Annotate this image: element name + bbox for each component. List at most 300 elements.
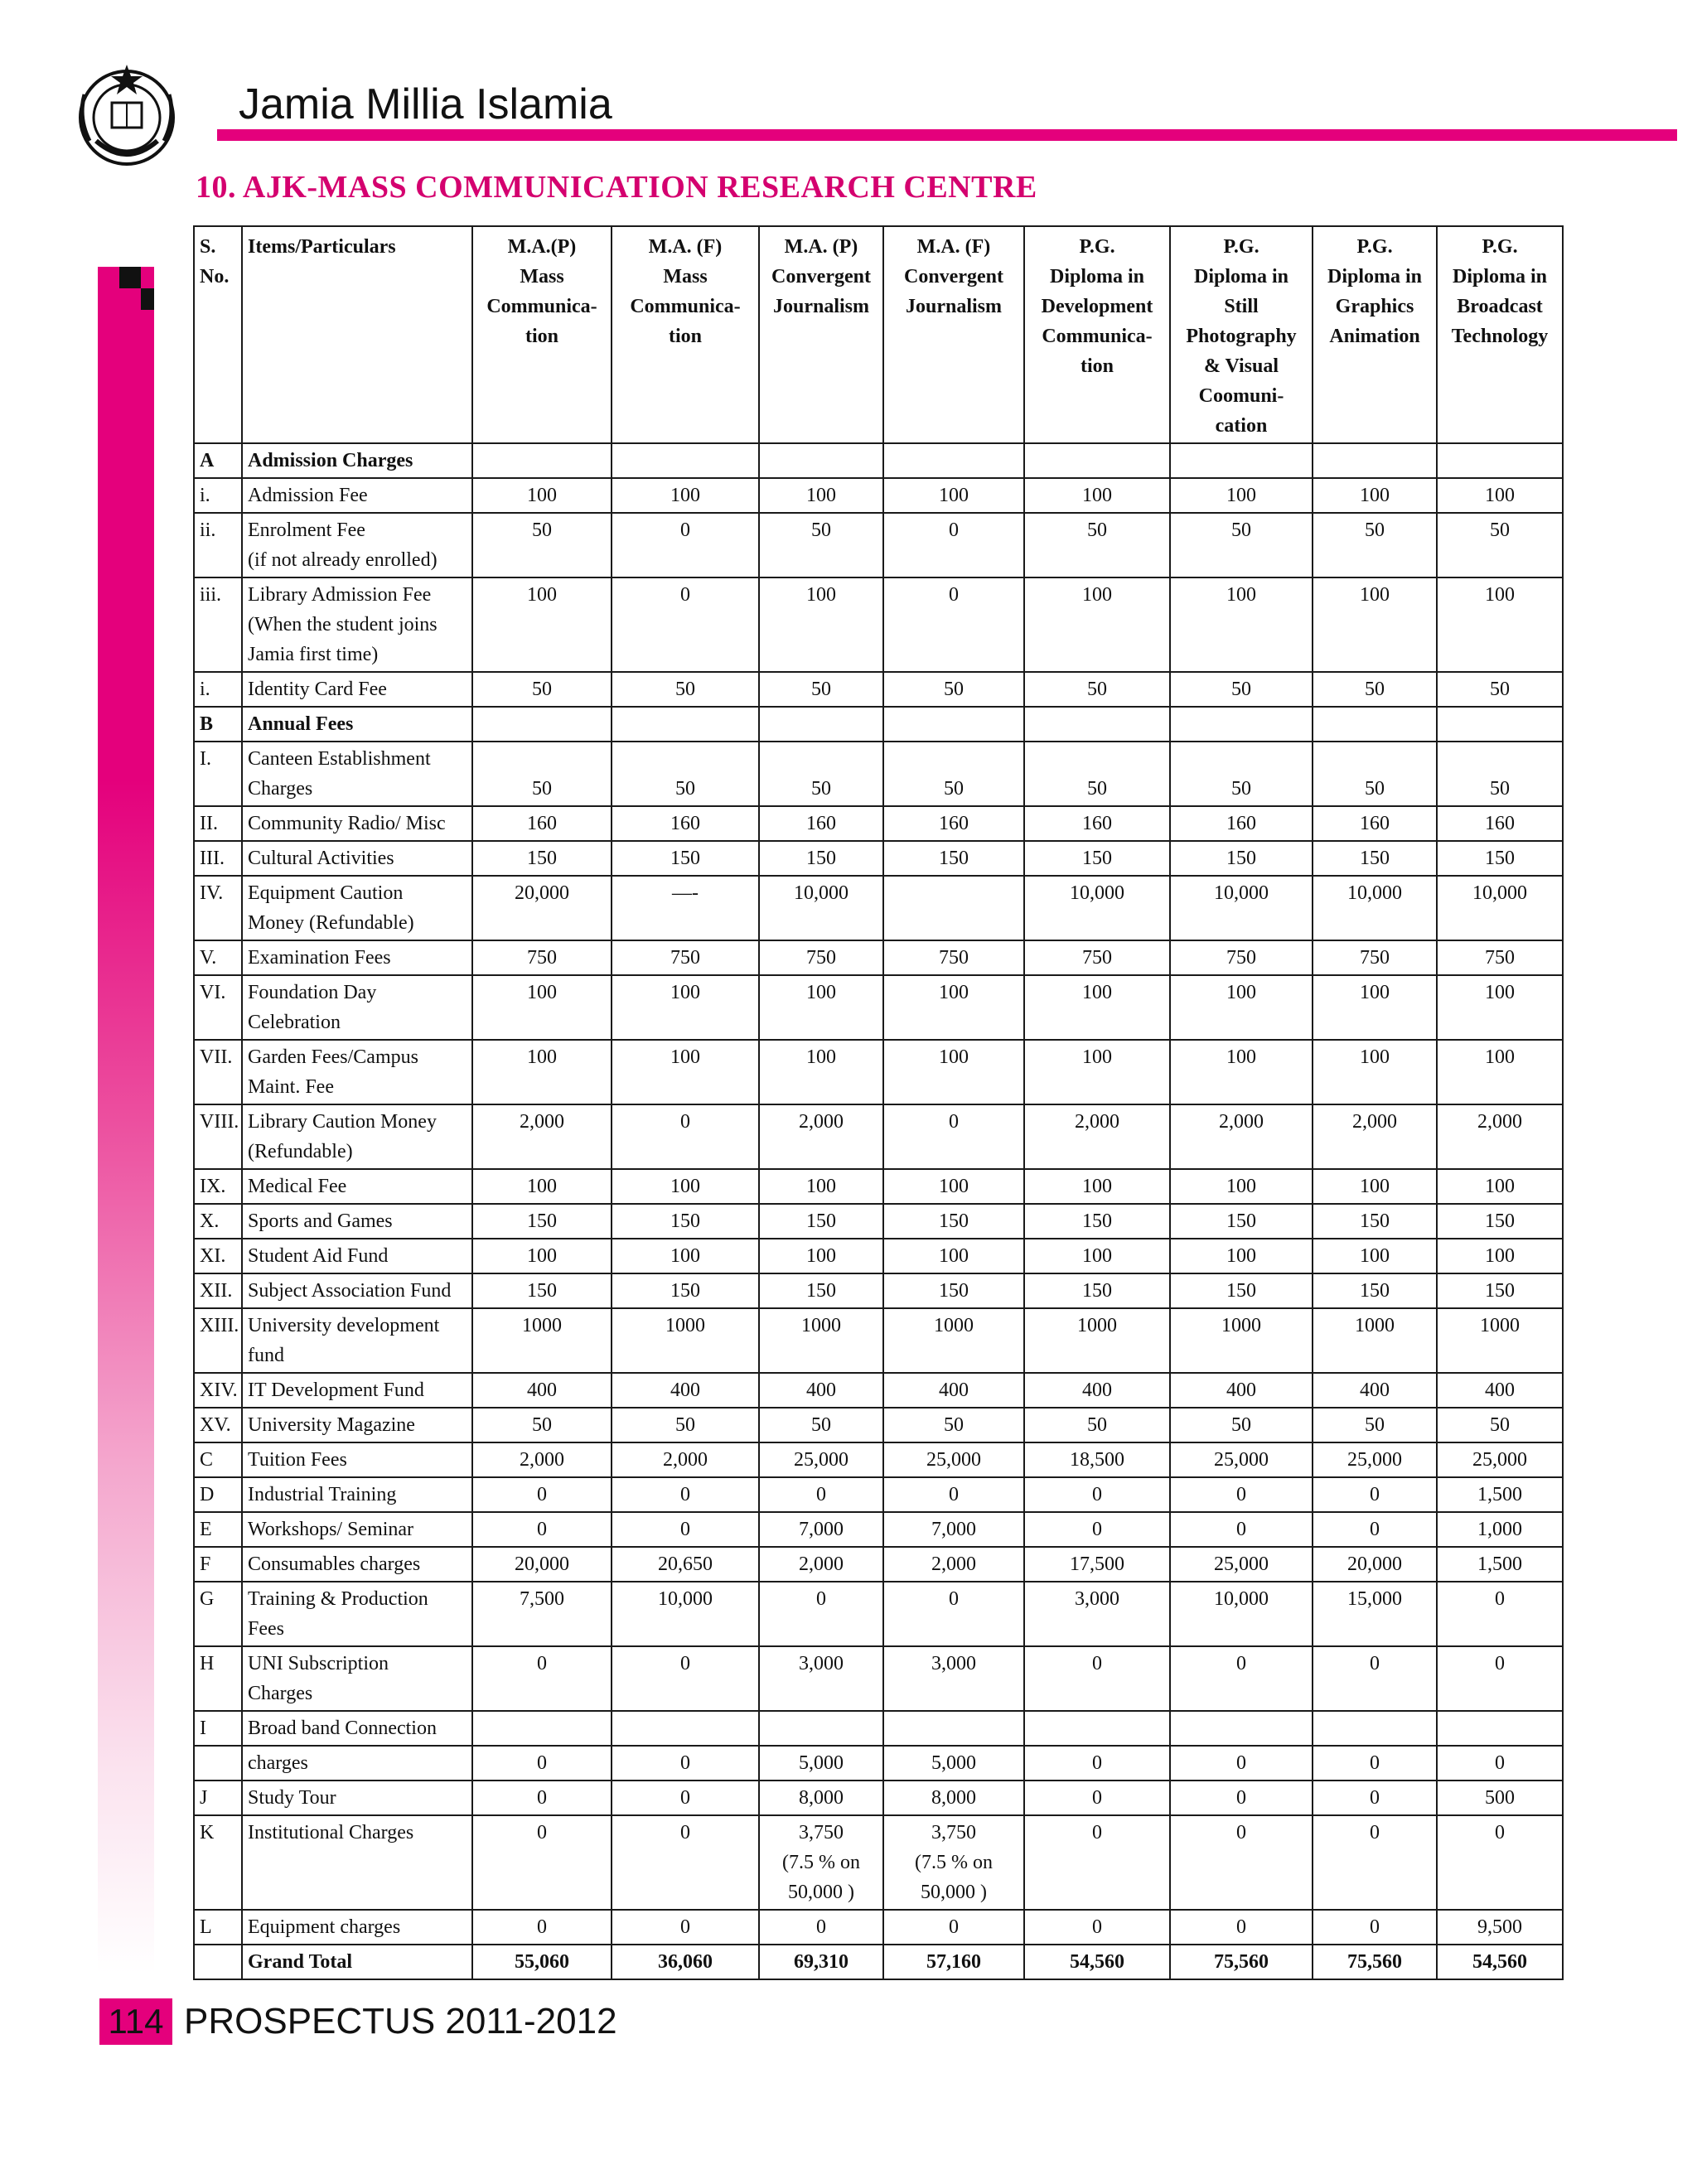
fee-value: 400 [1437, 1373, 1563, 1408]
fee-value: 2,000 [1313, 1104, 1437, 1169]
table-cell [612, 707, 759, 742]
fee-value: 100 [1437, 1169, 1563, 1204]
fee-value: 100 [759, 1239, 883, 1273]
section-label: Admission Charges [242, 443, 472, 478]
fee-value: 1000 [1170, 1308, 1313, 1373]
fee-value: 100 [1170, 577, 1313, 672]
fee-value: 0 [1170, 1512, 1313, 1547]
fee-value: 750 [612, 940, 759, 975]
fee-value: 100 [1024, 1169, 1170, 1204]
fee-value: 0 [759, 1477, 883, 1512]
fee-value: 0 [612, 1477, 759, 1512]
fee-value: 50 [883, 672, 1024, 707]
fee-value: 0 [612, 1815, 759, 1910]
fee-value: 0 [1024, 1746, 1170, 1781]
row-item: Broad band Connection [242, 1711, 472, 1746]
fee-value: 100 [883, 975, 1024, 1040]
section-label: Annual Fees [242, 707, 472, 742]
fee-value: 50 [1024, 672, 1170, 707]
fee-value: 0 [472, 1477, 612, 1512]
fee-value: 0 [883, 513, 1024, 577]
row-item: Library Caution Money (Refundable) [242, 1104, 472, 1169]
fee-value: 10,000 [612, 1582, 759, 1646]
row-item: Institutional Charges [242, 1815, 472, 1910]
fee-value: 150 [612, 1273, 759, 1308]
row-item: Community Radio/ Misc [242, 806, 472, 841]
fee-value: 100 [612, 1239, 759, 1273]
fee-value: 160 [883, 806, 1024, 841]
fee-value: 100 [1024, 975, 1170, 1040]
fee-value: 0 [472, 1646, 612, 1711]
fee-value [759, 1711, 883, 1746]
fee-value: 10,000 [1024, 876, 1170, 940]
fee-value: 0 [1437, 1746, 1563, 1781]
table-cell [1024, 707, 1170, 742]
fee-value: 50 [1170, 742, 1313, 806]
row-number: i. [194, 672, 242, 707]
fee-value: 7,500 [472, 1582, 612, 1646]
row-number: K [194, 1815, 242, 1910]
fee-value: 2,000 [1024, 1104, 1170, 1169]
fee-value: 0 [1024, 1512, 1170, 1547]
row-number: V. [194, 940, 242, 975]
fee-value: 50 [472, 1408, 612, 1442]
row-number: II. [194, 806, 242, 841]
row-item: Admission Fee [242, 478, 472, 513]
fee-value: 100 [1170, 975, 1313, 1040]
fee-value: 100 [472, 975, 612, 1040]
grand-total-value: 69,310 [759, 1945, 883, 1979]
fee-value: 100 [1313, 1040, 1437, 1104]
fee-value: 0 [1170, 1477, 1313, 1512]
fee-value: 100 [1024, 1239, 1170, 1273]
row-number: VIII. [194, 1104, 242, 1169]
fee-value: 2,000 [759, 1104, 883, 1169]
row-number: IV. [194, 876, 242, 940]
fee-value: 0 [612, 1646, 759, 1711]
fee-value: 150 [883, 1273, 1024, 1308]
fee-value: 1,500 [1437, 1547, 1563, 1582]
column-header-sno: S. No. [194, 226, 242, 443]
fee-value: 750 [472, 940, 612, 975]
row-number: XI. [194, 1239, 242, 1273]
fee-value: 100 [759, 478, 883, 513]
fee-value: 750 [1313, 940, 1437, 975]
fee-value: 9,500 [1437, 1910, 1563, 1945]
fee-value: 25,000 [759, 1442, 883, 1477]
fee-value [883, 1711, 1024, 1746]
fee-value: 150 [1313, 841, 1437, 876]
table-row [194, 577, 1563, 672]
fee-value: 400 [883, 1373, 1024, 1408]
fee-value: 0 [883, 1104, 1024, 1169]
fee-value: 10,000 [1313, 876, 1437, 940]
row-item: Workshops/ Seminar [242, 1512, 472, 1547]
row-item: Sports and Games [242, 1204, 472, 1239]
row-number: XV. [194, 1408, 242, 1442]
fee-value: 0 [1313, 1910, 1437, 1945]
fee-value: 0 [1024, 1910, 1170, 1945]
fee-value: 0 [612, 1910, 759, 1945]
table-cell [472, 443, 612, 478]
row-item: Equipment charges [242, 1910, 472, 1945]
fee-value: 50 [883, 1408, 1024, 1442]
fee-value: 0 [612, 577, 759, 672]
fee-value: 0 [759, 1582, 883, 1646]
fee-value: 100 [1024, 577, 1170, 672]
fee-value: 2,000 [759, 1547, 883, 1582]
fee-value: 0 [883, 1477, 1024, 1512]
fee-value: 150 [1437, 1273, 1563, 1308]
fee-value: 160 [1024, 806, 1170, 841]
table-cell [883, 443, 1024, 478]
row-number: ii. [194, 513, 242, 577]
fee-value [612, 1711, 759, 1746]
fee-value: 400 [759, 1373, 883, 1408]
fee-value: 7,000 [759, 1512, 883, 1547]
row-number: F [194, 1547, 242, 1582]
row-item: Medical Fee [242, 1169, 472, 1204]
table-row [194, 940, 1563, 975]
fee-value: 50 [1437, 1408, 1563, 1442]
fee-value: 150 [1024, 841, 1170, 876]
grand-total-value: 54,560 [1024, 1945, 1170, 1979]
fee-value: 2,000 [472, 1104, 612, 1169]
section-code: A [194, 443, 242, 478]
side-black-block [119, 267, 141, 288]
fee-value: 20,650 [612, 1547, 759, 1582]
row-number: J [194, 1781, 242, 1815]
fee-value: 7,000 [883, 1512, 1024, 1547]
fee-value: 150 [612, 1204, 759, 1239]
grand-total-value: 75,560 [1170, 1945, 1313, 1979]
fee-value: 18,500 [1024, 1442, 1170, 1477]
fee-value: 1000 [1313, 1308, 1437, 1373]
fee-value: 100 [759, 1040, 883, 1104]
table-row [194, 1547, 1563, 1582]
table-row [194, 1746, 1563, 1781]
fee-value: 100 [612, 1040, 759, 1104]
fee-value: 0 [883, 1582, 1024, 1646]
row-item: Tuition Fees [242, 1442, 472, 1477]
row-number: IX. [194, 1169, 242, 1204]
table-cell [1313, 707, 1437, 742]
fee-value: 0 [1024, 1781, 1170, 1815]
fee-value: 100 [759, 577, 883, 672]
table-row [194, 1711, 1563, 1746]
row-item: Study Tour [242, 1781, 472, 1815]
fee-value: 2,000 [1170, 1104, 1313, 1169]
fee-value: 50 [612, 742, 759, 806]
table-row [194, 1040, 1563, 1104]
fee-value: 750 [883, 940, 1024, 975]
fee-value: 50 [759, 513, 883, 577]
fee-value: 100 [612, 1169, 759, 1204]
fee-value: 3,000 [883, 1646, 1024, 1711]
fee-value: 8,000 [883, 1781, 1024, 1815]
fee-value: 100 [1313, 975, 1437, 1040]
row-number: E [194, 1512, 242, 1547]
fee-value: 2,000 [612, 1442, 759, 1477]
fee-value: 25,000 [1313, 1442, 1437, 1477]
fee-value: 150 [612, 841, 759, 876]
fee-value: 50 [1437, 672, 1563, 707]
table-row [194, 1273, 1563, 1308]
fee-value: 100 [1024, 1040, 1170, 1104]
row-number [194, 1746, 242, 1781]
fee-value: 5,000 [759, 1746, 883, 1781]
fee-value: 400 [1313, 1373, 1437, 1408]
row-number: XIII. [194, 1308, 242, 1373]
fee-value: 160 [759, 806, 883, 841]
fee-value: 100 [1024, 478, 1170, 513]
table-cell [612, 443, 759, 478]
table-cell [1024, 443, 1170, 478]
fee-value: 100 [472, 577, 612, 672]
row-item: Equipment Caution Money (Refundable) [242, 876, 472, 940]
fee-value: 100 [612, 478, 759, 513]
fee-value: 150 [1313, 1204, 1437, 1239]
row-item: Training & Production Fees [242, 1582, 472, 1646]
fee-value: 3,000 [759, 1646, 883, 1711]
table-cell [1170, 707, 1313, 742]
fee-value: 20,000 [1313, 1547, 1437, 1582]
fee-value: 25,000 [1170, 1547, 1313, 1582]
fee-value: 50 [1170, 513, 1313, 577]
grand-total-label: Grand Total [242, 1945, 472, 1979]
table-row [194, 1582, 1563, 1646]
fee-value: 0 [612, 1746, 759, 1781]
table-cell [883, 707, 1024, 742]
row-item: Canteen Establishment Charges [242, 742, 472, 806]
fee-value [1024, 1711, 1170, 1746]
row-item: Examination Fees [242, 940, 472, 975]
section-row [194, 707, 1563, 742]
table-row [194, 1308, 1563, 1373]
fee-value: 0 [1170, 1815, 1313, 1910]
fee-value: 750 [1170, 940, 1313, 975]
fee-value: 5,000 [883, 1746, 1024, 1781]
fee-value: 1000 [612, 1308, 759, 1373]
fee-value: 20,000 [472, 1547, 612, 1582]
fee-value: 3,750 (7.5 % on 50,000 ) [759, 1815, 883, 1910]
row-item: Garden Fees/Campus Maint. Fee [242, 1040, 472, 1104]
fee-value: 2,000 [1437, 1104, 1563, 1169]
fee-value: 0 [472, 1815, 612, 1910]
column-header-items: Items/Particulars [242, 226, 472, 443]
fee-value: 50 [472, 672, 612, 707]
fee-value: 150 [472, 841, 612, 876]
fee-value: 150 [883, 841, 1024, 876]
fee-value: 100 [883, 1169, 1024, 1204]
fee-value: 50 [759, 742, 883, 806]
fee-value: 25,000 [1437, 1442, 1563, 1477]
fee-value: 160 [612, 806, 759, 841]
table-row [194, 1169, 1563, 1204]
fee-value: 0 [1313, 1477, 1437, 1512]
fee-value: 150 [759, 1204, 883, 1239]
fee-value: 0 [1437, 1646, 1563, 1711]
fee-value: 1,500 [1437, 1477, 1563, 1512]
fee-value: 15,000 [1313, 1582, 1437, 1646]
side-gradient-bar [98, 267, 154, 1974]
fee-value: 0 [1170, 1910, 1313, 1945]
university-name: Jamia Millia Islamia [239, 80, 612, 128]
row-number: XIV. [194, 1373, 242, 1408]
fee-value: 50 [612, 672, 759, 707]
section-code: B [194, 707, 242, 742]
fee-value: 50 [472, 742, 612, 806]
table-cell [1313, 443, 1437, 478]
row-item: UNI Subscription Charges [242, 1646, 472, 1711]
fee-value: 0 [612, 1781, 759, 1815]
fee-value: 50 [1024, 513, 1170, 577]
fee-value: 150 [759, 1273, 883, 1308]
fee-value: 150 [1170, 841, 1313, 876]
fee-value: 0 [1437, 1815, 1563, 1910]
fee-value: 150 [883, 1204, 1024, 1239]
university-seal-logo [73, 61, 181, 169]
grand-total-value: 36,060 [612, 1945, 759, 1979]
fee-value: 0 [1170, 1646, 1313, 1711]
row-item: charges [242, 1746, 472, 1781]
row-item: Enrolment Fee (if not already enrolled) [242, 513, 472, 577]
fee-value: 0 [1437, 1582, 1563, 1646]
table-row [194, 841, 1563, 876]
row-item: Cultural Activities [242, 841, 472, 876]
fee-value [1437, 1711, 1563, 1746]
table-row [194, 876, 1563, 940]
fee-value: 50 [1313, 672, 1437, 707]
fee-value: 50 [1024, 742, 1170, 806]
row-number: VI. [194, 975, 242, 1040]
grand-total-row [194, 1945, 1563, 1979]
footer-title: PROSPECTUS 2011-2012 [184, 2001, 617, 2041]
fee-value: —- [612, 876, 759, 940]
fee-value: 150 [1437, 841, 1563, 876]
table-row [194, 1512, 1563, 1547]
fee-value: 100 [883, 1040, 1024, 1104]
row-item: Library Admission Fee (When the student joins Jamia first time) [242, 577, 472, 672]
fee-value: 500 [1437, 1781, 1563, 1815]
row-item: University development fund [242, 1308, 472, 1373]
fee-value: 750 [1024, 940, 1170, 975]
row-item: Student Aid Fund [242, 1239, 472, 1273]
fee-value: 50 [1170, 1408, 1313, 1442]
fee-value: 1000 [1024, 1308, 1170, 1373]
fee-value: 10,000 [1170, 1582, 1313, 1646]
row-number: L [194, 1910, 242, 1945]
row-item: Industrial Training [242, 1477, 472, 1512]
column-header: P.G. Diploma in Broadcast Technology [1437, 226, 1563, 443]
row-item: Identity Card Fee [242, 672, 472, 707]
fee-value [1170, 1711, 1313, 1746]
fee-value: 3,750 (7.5 % on 50,000 ) [883, 1815, 1024, 1910]
fee-value: 150 [1170, 1273, 1313, 1308]
fee-value: 100 [883, 1239, 1024, 1273]
fee-value: 100 [1170, 1169, 1313, 1204]
fee-value: 150 [759, 841, 883, 876]
fee-value: 100 [1437, 1239, 1563, 1273]
table-row [194, 806, 1563, 841]
fee-value: 50 [1024, 1408, 1170, 1442]
fee-value: 150 [1313, 1273, 1437, 1308]
table-cell [759, 443, 883, 478]
fee-value: 50 [759, 1408, 883, 1442]
fee-value: 0 [883, 577, 1024, 672]
fee-value: 0 [472, 1781, 612, 1815]
row-number: C [194, 1442, 242, 1477]
fee-value: 100 [1437, 478, 1563, 513]
section-row [194, 443, 1563, 478]
fee-value: 2,000 [883, 1547, 1024, 1582]
fee-value: 50 [1170, 672, 1313, 707]
fee-value: 50 [612, 1408, 759, 1442]
fee-value: 50 [1437, 513, 1563, 577]
table-cell [1437, 707, 1563, 742]
table-row [194, 478, 1563, 513]
table-cell [472, 707, 612, 742]
fee-value: 100 [1313, 577, 1437, 672]
fee-value: 0 [883, 1910, 1024, 1945]
fee-value: 150 [1024, 1273, 1170, 1308]
row-item: Foundation Day Celebration [242, 975, 472, 1040]
fee-value: 100 [1437, 1040, 1563, 1104]
fee-value: 0 [1313, 1512, 1437, 1547]
row-number: i. [194, 478, 242, 513]
fee-value: 100 [1170, 1239, 1313, 1273]
fee-value: 1000 [759, 1308, 883, 1373]
fee-value: 1,000 [1437, 1512, 1563, 1547]
table-row [194, 1781, 1563, 1815]
table-row [194, 975, 1563, 1040]
table-row [194, 672, 1563, 707]
table-row [194, 1815, 1563, 1910]
fee-value: 100 [1313, 478, 1437, 513]
fee-value: 100 [759, 1169, 883, 1204]
fee-value: 400 [1024, 1373, 1170, 1408]
fee-value: 8,000 [759, 1781, 883, 1815]
table-cell [1170, 443, 1313, 478]
fee-value: 0 [1170, 1746, 1313, 1781]
table-row [194, 1910, 1563, 1945]
fee-value [883, 876, 1024, 940]
fee-value: 100 [472, 1239, 612, 1273]
table-row [194, 1239, 1563, 1273]
fee-value: 2,000 [472, 1442, 612, 1477]
fee-value: 50 [1437, 742, 1563, 806]
fee-value: 10,000 [1170, 876, 1313, 940]
fee-value: 1000 [883, 1308, 1024, 1373]
fee-value [472, 1711, 612, 1746]
fee-value: 100 [612, 975, 759, 1040]
fee-value: 0 [612, 1104, 759, 1169]
column-header: M.A.(P) Mass Communica- tion [472, 226, 612, 443]
table-row [194, 1408, 1563, 1442]
table-row [194, 1442, 1563, 1477]
row-number: X. [194, 1204, 242, 1239]
fee-value: 160 [1437, 806, 1563, 841]
fee-value: 50 [1313, 1408, 1437, 1442]
row-number: G [194, 1582, 242, 1646]
row-number: D [194, 1477, 242, 1512]
row-number [194, 1945, 242, 1979]
grand-total-value: 55,060 [472, 1945, 612, 1979]
fee-value: 25,000 [1170, 1442, 1313, 1477]
table-cell [1437, 443, 1563, 478]
fee-value: 25,000 [883, 1442, 1024, 1477]
table-row [194, 1104, 1563, 1169]
